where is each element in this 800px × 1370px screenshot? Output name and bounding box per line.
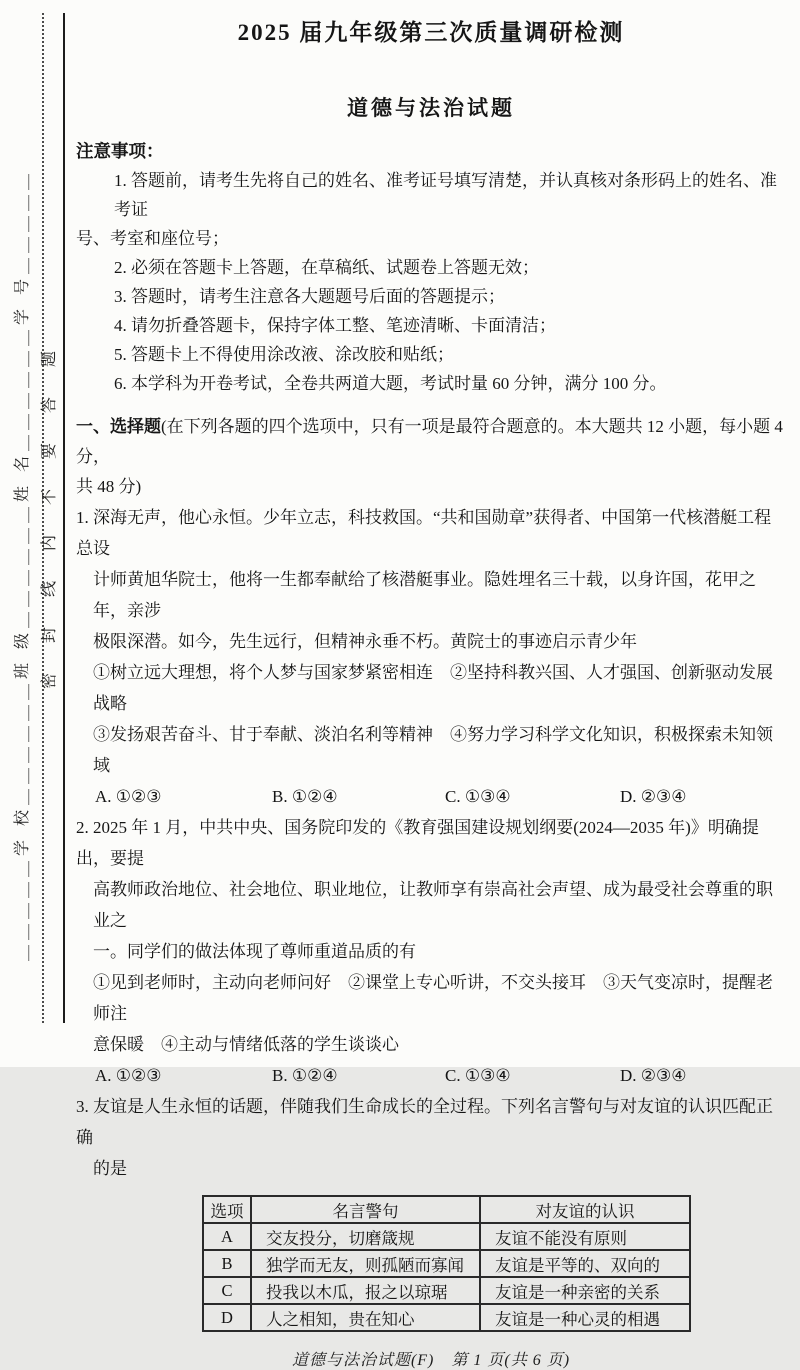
notice-item-6: 6. 本学科为开卷考试，全卷共两道大题，考试时量 60 分钟，满分 100 分。: [114, 374, 667, 393]
table-cell-view: 友谊是一种心灵的相遇: [480, 1304, 690, 1331]
question-1-line: 极限深潜。如今，先生远行，但精神永垂不朽。黄院士的事迹启示青少年: [93, 632, 637, 651]
page-footer: 道德与法治试题(F) 第 1 页(共 6 页): [291, 1352, 571, 1369]
notice-item-2: 2. 必须在答题卡上答题，在草稿纸、试题卷上答题无效；: [114, 258, 539, 277]
question-1-line: 1. 深海无声，他心永恒。少年立志，科技救国。“共和国勋章”获得者、中国第一代核潜艇工程总设: [76, 508, 772, 558]
question-2-choices: [76, 1060, 786, 1091]
question-1-choices: [76, 781, 786, 812]
notice-item-5: 5. 答题卡上不得使用涂改液、涂改胶和贴纸；: [114, 345, 454, 364]
question-2: [76, 812, 786, 1091]
notice-item-4: 4. 请勿折叠答题卡，保持字体工整、笔迹清晰、卡面清洁；: [114, 316, 556, 335]
question-2-statements: ①见到老师时，主动向老师问好 ②课堂上专心听讲，不交头接耳 ③天气变凉时，提醒老师注: [93, 973, 773, 1023]
table-cell-option: C: [203, 1277, 251, 1304]
choice-b: B. ①②④: [272, 1066, 338, 1085]
matching-table: [202, 1195, 691, 1332]
choice-c: C. ①③④: [445, 1066, 511, 1085]
question-3-line: 3. 友谊是人生永恒的话题，伴随我们生命成长的全过程。下列名言警句与对友谊的认识匹配正确: [76, 1097, 773, 1147]
table-cell-quote: 人之相知，贵在知心: [251, 1304, 480, 1331]
question-1-statements: ①树立远大理想，将个人梦与国家梦紧密相连 ②坚持科教兴国、人才强国、创新驱动发展战略: [93, 663, 773, 713]
table-cell-view: 友谊不能没有原则: [480, 1223, 690, 1250]
section-heading-line-2: 共 48 分): [76, 477, 142, 496]
choice-d: D. ②③④: [620, 1066, 687, 1085]
table-cell-view: 友谊是一种亲密的关系: [480, 1277, 690, 1304]
table-cell-option: A: [203, 1223, 251, 1250]
table-cell-option: B: [203, 1250, 251, 1277]
exam-subtitle: 道德与法治试题: [347, 96, 515, 120]
notice-item-1-continued: 号、考室和座位号；: [76, 229, 229, 248]
section-label: 一、选择题: [76, 417, 161, 436]
question-3-line: 的是: [93, 1159, 127, 1178]
table-cell-quote: 独学而无友，则孤陋而寡闻: [251, 1250, 480, 1277]
question-1-line: 计师黄旭华院士，他将一生都奉献给了核潜艇事业。隐姓埋名三十载，以身许国，花甲之年，亲涉: [93, 570, 756, 620]
question-2-statements: 意保暖 ④主动与情绪低落的学生谈谈心: [93, 1035, 399, 1054]
table-cell-quote: 交友投分，切磨箴规: [251, 1223, 480, 1250]
section-heading: [76, 412, 786, 502]
notice-item-1: 1. 答题前，请考生先将自己的姓名、准考证号填写清楚，并认真核对条形码上的姓名、准考证: [114, 171, 777, 219]
notice-section: [76, 137, 786, 398]
table-header-cell: 对友谊的认识: [480, 1196, 690, 1223]
question-2-line: 一。同学们的做法体现了尊师重道品质的有: [93, 942, 416, 961]
table-row: [203, 1277, 690, 1304]
question-1: [76, 502, 786, 812]
seal-line-text: 密封线内不要答题: [41, 321, 58, 690]
choice-b: B. ①②④: [272, 787, 338, 806]
notice-heading: 注意事项：: [76, 141, 164, 161]
question-2-line: 高教师政治地位、社会地位、职业地位，让教师享有崇高社会声望、成为最受社会尊重的职业之: [93, 880, 773, 930]
table-header-cell: 选项: [203, 1196, 251, 1223]
table-row: [203, 1304, 690, 1331]
question-3: [76, 1091, 786, 1184]
choice-d: D. ②③④: [620, 787, 687, 806]
exam-title: 2025 届九年级第三次质量调研检测: [237, 20, 625, 45]
choice-a: A. ①②③: [95, 787, 162, 806]
question-2-line: 2. 2025 年 1 月，中共中央、国务院印发的《教育强国建设规划纲要(2024—2035 年)》明确提出，要提: [76, 818, 759, 868]
table-cell-option: D: [203, 1304, 251, 1331]
choice-a: A. ①②③: [95, 1066, 162, 1085]
question-1-statements: ③发扬艰苦奋斗、甘于奉献、淡泊名利等精神 ④努力学习科学文化知识，积极探索未知领域: [93, 725, 773, 775]
exam-content: [65, 0, 792, 1370]
section-heading-line-1: [76, 412, 786, 472]
table-row: [203, 1223, 690, 1250]
student-info-fields: ＿＿＿＿＿学 校＿＿＿＿＿＿班 级＿＿＿＿＿＿姓 名＿＿＿＿＿＿学 号＿＿＿＿＿: [14, 169, 31, 962]
section-instructions: (在下列各题的四个选项中，只有一项是最符合题意的。本大题共 12 小题，每小题 4 分，: [76, 417, 783, 466]
table-cell-view: 友谊是平等的、双向的: [480, 1250, 690, 1277]
choice-c: C. ①③④: [445, 787, 511, 806]
table-cell-quote: 投我以木瓜，报之以琼琚: [251, 1277, 480, 1304]
table-header-cell: 名言警句: [251, 1196, 480, 1223]
table-row: [203, 1250, 690, 1277]
table-header-row: [203, 1196, 690, 1223]
notice-item-3: 3. 答题时，请考生注意各大题题号后面的答题提示；: [114, 287, 505, 306]
